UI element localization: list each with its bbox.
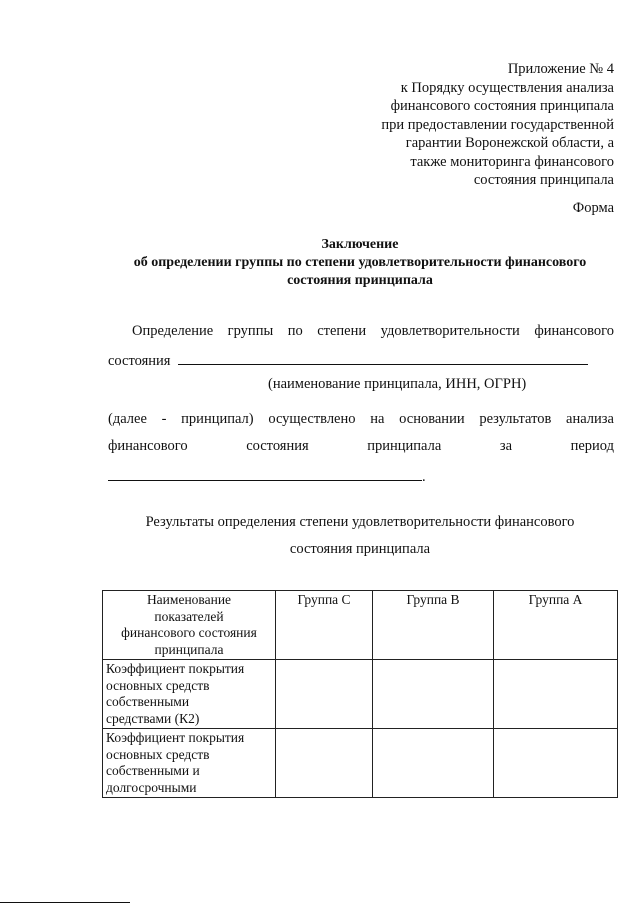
state-label: состояния [108,353,171,369]
period-line [108,466,426,486]
word: состояния [246,438,309,454]
word: Определение [132,323,214,339]
word: основании [399,411,465,427]
cell-line: собственными и [106,763,200,778]
results-heading-line-2: состояния принципала [289,541,431,557]
group-c-cell[interactable] [276,660,373,729]
paragraph-line-1 [132,323,614,340]
paragraph-line-3 [108,411,614,428]
group-a-cell[interactable] [494,729,618,798]
title-line: состояния принципала [287,273,433,288]
paragraph-line-2 [108,350,588,370]
appendix-line: Приложение № 4 [507,61,614,77]
header-group-c: Группа С [276,591,373,660]
table-header-row [103,591,618,660]
word: по [287,323,303,339]
indicator-cell [103,660,276,729]
appendix-line: также мониторинга финансового [410,153,614,170]
word: финансового [534,323,614,339]
word: за [499,438,513,454]
footnote-separator [0,902,130,903]
paragraph-line-4 [108,438,614,455]
results-table [102,590,618,798]
word: финансового [108,438,188,454]
header-line: принципала [154,641,224,657]
header-line: Наименование [146,592,232,607]
indicator-cell [103,729,276,798]
period-field[interactable] [108,466,422,481]
appendix-line: к Порядку осуществления анализа [400,79,614,96]
appendix-line: финансового состояния принципала [390,98,614,114]
word: период [570,438,614,454]
table-row [103,729,618,798]
field-hint: (наименование принципала, ИНН, ОГРН) [268,376,527,392]
word: - [161,411,167,427]
header-indicator [103,591,276,660]
header-group-a: Группа А [494,591,618,660]
table-row [103,660,618,729]
results-heading-line-1: Результаты определения степени удовлетворительности финансового [145,514,575,530]
form-label: Форма [572,200,614,216]
word: на [370,411,385,427]
cell-line: Коэффициент покрытия [106,730,245,745]
word: удовлетворительности [380,323,520,339]
header-group-b: Группа В [373,591,494,660]
header-line: показателей [154,608,224,624]
cell-line: Коэффициент покрытия [106,661,245,676]
word: анализа [566,411,614,427]
word: (далее [108,411,147,427]
period-end: . [422,469,426,485]
appendix-line: гарантии Воронежской области, а [405,135,614,151]
appendix-header [314,60,614,190]
group-a-cell[interactable] [494,660,618,729]
cell-line: средствами (К2) [106,710,200,726]
group-c-cell[interactable] [276,729,373,798]
word: осуществлено [268,411,356,427]
title-line: об определении группы по степени удовлетворительности финансового [133,255,587,270]
cell-line: собственными [106,694,190,709]
group-b-cell[interactable] [373,660,494,729]
group-b-cell[interactable] [373,729,494,798]
appendix-line: состояния принципала [473,172,614,188]
header-line: финансового состояния [121,625,257,640]
appendix-line: при предоставлении государственной [381,116,614,133]
word: группы [227,323,274,339]
title-line: Заключение [321,237,399,252]
cell-line: основных средств [106,677,210,693]
word: принципала [367,438,442,454]
word: принципал) [181,411,254,427]
cell-line: долгосрочными [106,779,197,795]
cell-line: основных средств [106,746,210,762]
word: результатов [479,411,552,427]
document-title [60,236,640,290]
word: степени [317,323,367,339]
principal-name-field[interactable] [178,350,588,365]
